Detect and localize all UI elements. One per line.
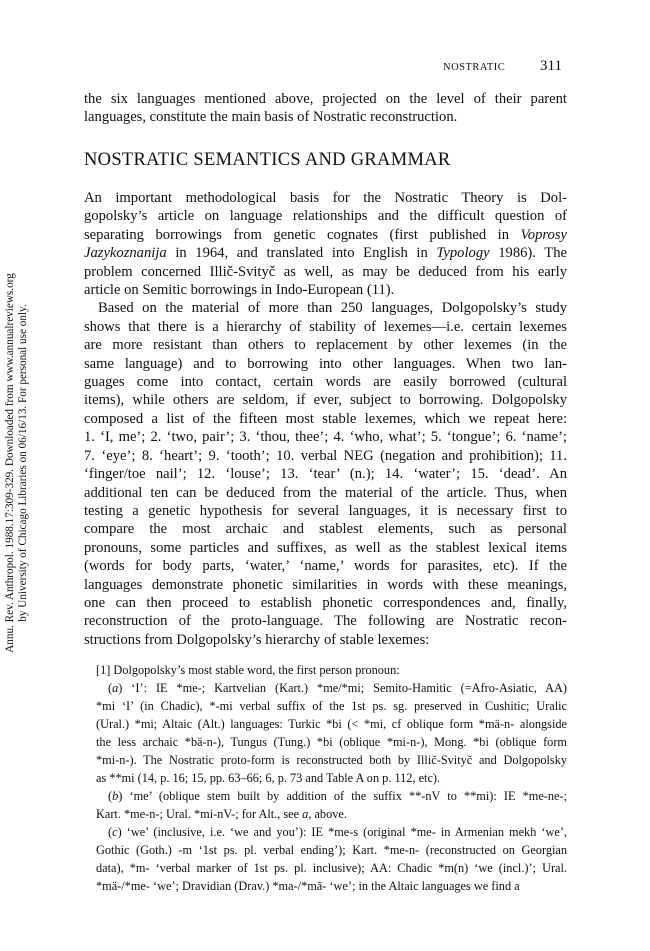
- paragraph: [84, 189, 567, 299]
- text-line: guages come into contact, certain words are easily borrowed (cultural: [84, 374, 567, 391]
- text-line: languages, constitute the main basis of Nostratic reconstruction.: [84, 109, 458, 126]
- text-line: Based on the material of more than 250 languages, Dolgopolsky’s study: [98, 300, 567, 317]
- text-line: structions from Dolgopolsky’s hierarchy of stable lexemes:: [84, 631, 430, 648]
- section-heading: NOSTRATIC SEMANTICS AND GRAMMAR: [84, 150, 451, 170]
- text-line: (b) ‘me’ (oblique stem built by addition of the suffix **-nV to **mi): IE *me-ne-;: [108, 789, 567, 803]
- page-number: 311: [540, 58, 562, 74]
- text-line: *mi-n-). The Nostratic proto-form is reconstructed both by Illič-Svityč and Dolgopolsky: [96, 753, 567, 767]
- text-line: additional ten can be deduced from the material of the article. Thus, when: [84, 484, 567, 501]
- text-line: 1. ‘I, me’; 2. ‘two, pair’; 3. ‘thou, thee’; 4. ‘who, what’; 5. ‘tongue’; 6. ‘name’;: [84, 429, 567, 446]
- text-line: compare the most archaic and stablest elements, such as personal: [84, 521, 567, 538]
- text-line: separating borrowings from genetic cognates (first published in Voprosy: [84, 226, 567, 243]
- text-line: (words for body parts, ‘water,’ ‘name,’ words for parasites, etc). If the: [84, 558, 567, 575]
- text-line: (a) ‘I’: IE *me-; Kartvelian (Kart.) *me/*mi; Semito-Hamitic (=Afro-Asiatic, AA): [108, 681, 567, 695]
- text-line: Gothic (Goth.) -m ‘1st ps. pl. verbal ending’); Kart. *me-n- (reconstructed on Georgian: [96, 843, 567, 857]
- intro-paragraph: [84, 90, 567, 127]
- text-line: languages demonstrate phonetic similarities in words with these meanings,: [84, 576, 567, 593]
- example-entry: [96, 661, 567, 679]
- italic-term: a: [302, 807, 309, 821]
- body-text: [84, 189, 567, 649]
- text-line: one can then proceed to establish phonetic correspondences and, finally,: [84, 594, 567, 611]
- text-line: testing a genetic hypothesis for several languages, it is necessary first to: [84, 502, 567, 519]
- download-notice-line-1: Annu. Rev. Anthropol. 1988.17:309-329. Downloaded from www.annualreviews.org: [4, 273, 16, 653]
- text-line: pronouns, some particles and suffixes, as well as the stablest lexical items: [84, 539, 567, 556]
- text-line: items), while others are seldom, if ever, subject to borrowing. Dolgopolsky: [84, 392, 567, 409]
- text-line: (Ural.) *mi; Altaic (Alt.) languages: Turkic *bi (< *mi, cf oblique form *mä-n- alongside: [96, 717, 567, 731]
- example-entry: [96, 679, 567, 787]
- text-line: as **mi (14, p. 16; 15, pp. 63–66; 6, p. 73 and Table A on p. 112, etc).: [96, 771, 441, 785]
- example-entry: [96, 787, 567, 823]
- text-line: gopolsky’s article on language relationships and the difficult question of: [84, 208, 567, 225]
- examples-block: [96, 661, 567, 895]
- italic-term: b: [112, 789, 119, 803]
- text-line: 7. ‘eye’; 8. ‘heart’; 9. ‘tooth’; 10. verbal NEG (negation and prohibition); 11.: [84, 447, 567, 464]
- text-line: the less archaic *bä-n-), Tungus (Tung.) *bi (oblique *mi-n-), Mong. *bi (oblique form: [96, 735, 567, 749]
- text-line: *mä-/*me- ‘we’; Dravidian (Drav.) *ma-/*mā- ‘we’; in the Altaic languages we find a: [96, 879, 520, 893]
- text-line: reconstruction of the proto-language. The following are Nostratic recon-: [84, 613, 567, 630]
- text-line: An important methodological basis for the Nostratic Theory is Dol-: [84, 190, 567, 206]
- text-line: same language) and to borrowing into other languages. When two lan-: [84, 355, 567, 372]
- example-entry: [96, 823, 567, 895]
- text-line: Jazykoznanija in 1964, and translated into English in Typology 1986). The: [84, 245, 567, 262]
- download-notice: [4, 238, 30, 688]
- italic-term: Typology: [436, 245, 490, 262]
- text-line: *mi ‘I’ (in Chadic), *-mi verbal suffix of the 1st ps. sg. preserved in Cushitic; Uralic: [96, 699, 567, 713]
- text-line: the six languages mentioned above, projected on the level of their parent: [84, 91, 567, 107]
- running-title: NOSTRATIC: [443, 62, 506, 73]
- text-line: data), *m- ‘verbal marker of 1st ps. pl. inclusive); AA: Chadic *m(n) ‘we (incl.)’; Ural.: [96, 861, 567, 875]
- paragraph: [84, 90, 567, 127]
- paragraph: [84, 299, 567, 649]
- italic-term: Voprosy: [520, 226, 567, 243]
- download-notice-line-2: by University of Chicago Libraries on 06/16/13. For personal use only.: [17, 304, 29, 622]
- text-line: Kart. *me-n-; Ural. *mi-nV-; for Alt., see a, above.: [96, 807, 347, 821]
- text-line: are more resistant than others to replacement by other lexemes (in the: [84, 337, 567, 354]
- text-line: [1] Dolgopolsky’s most stable word, the first person pronoun:: [96, 663, 400, 677]
- text-line: composed a list of the fifteen most stable lexemes, which we repeat here:: [84, 410, 567, 427]
- text-line: ‘finger/toe nail’; 12. ‘louse’; 13. ‘tear’ (n.); 14. ‘water’; 15. ‘dead’. An: [84, 466, 567, 483]
- italic-term: Jazykoznanija: [84, 245, 167, 262]
- text-line: shows that there is a hierarchy of stability of lexemes—i.e. certain lexemes: [84, 318, 567, 335]
- italic-term: a: [112, 681, 119, 695]
- italic-term: c: [112, 825, 118, 839]
- text-line: article on Semitic borrowings in Indo-European (11).: [84, 282, 395, 299]
- text-line: problem concerned Illič-Svityč as well, as may be deduced from his early: [84, 263, 567, 280]
- text-line: (c) ‘we’ (inclusive, i.e. ‘we and you’): IE *me-s (original *me- in Armenian mekh ‘we’,: [108, 825, 567, 839]
